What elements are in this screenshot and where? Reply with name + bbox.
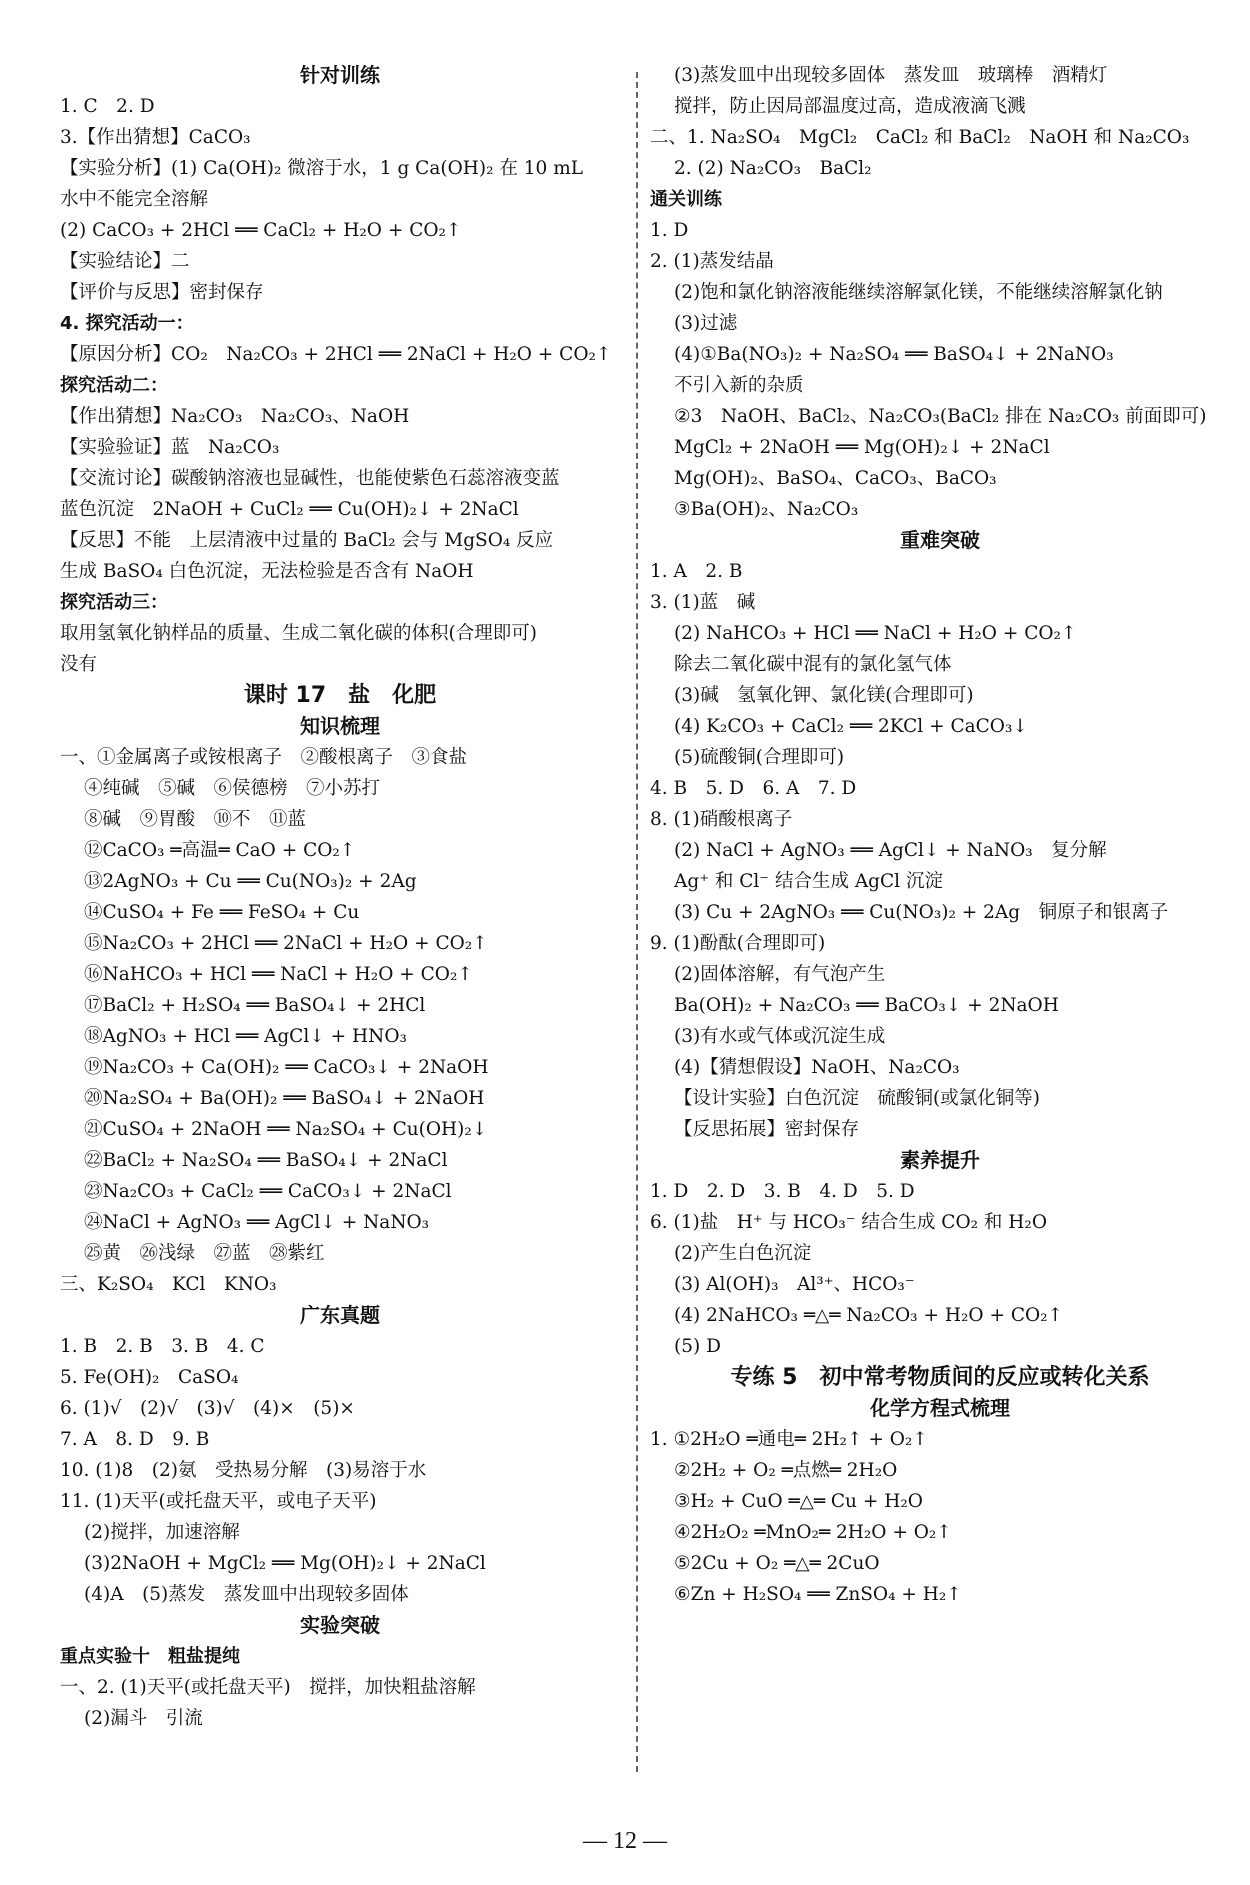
answer-line: ⑥Zn + H₂SO₄ ══ ZnSO₄ + H₂↑ xyxy=(674,1584,962,1605)
answer-line: (3)蒸发皿中出现较多固体 蒸发皿 玻璃棒 酒精灯 xyxy=(674,65,1108,86)
answer-line: (2) NaCl + AgNO₃ ══ AgCl↓ + NaNO₃ 复分解 xyxy=(674,840,1107,861)
answer-line: (3) Al(OH)₃ Al³⁺、HCO₃⁻ xyxy=(674,1274,915,1295)
answer-line: (2)搅拌，加速溶解 xyxy=(84,1522,240,1543)
answer-line: 6. (1)√ (2)√ (3)√ (4)× (5)× xyxy=(60,1398,355,1419)
answer-line: (4) K₂CO₃ + CaCl₂ ══ 2KCl + CaCO₃↓ xyxy=(674,716,1028,737)
answer-line: ⑭CuSO₄ + Fe ══ FeSO₄ + Cu xyxy=(84,902,360,923)
answer-line: ②2H₂ + O₂ ═点燃═ 2H₂O xyxy=(674,1460,898,1481)
answer-line: 1. B 2. B 3. B 4. C xyxy=(60,1336,265,1357)
answer-line: (2)固体溶解，有气泡产生 xyxy=(674,964,886,985)
answer-line: 【反思】不能 上层清液中过量的 BaCl₂ 会与 MgSO₄ 反应 xyxy=(60,530,554,551)
answer-line: 7. A 8. D 9. B xyxy=(60,1429,210,1450)
answer-line: (4)①Ba(NO₃)₂ + Na₂SO₄ ══ BaSO₄↓ + 2NaNO₃ xyxy=(674,344,1114,365)
answer-line: ㉓Na₂CO₃ + CaCl₂ ══ CaCO₃↓ + 2NaCl xyxy=(84,1181,452,1202)
answer-line: (2)产生白色沉淀 xyxy=(674,1243,812,1264)
answer-line: ㉑CuSO₄ + 2NaOH ══ Na₂SO₄ + Cu(OH)₂↓ xyxy=(84,1119,488,1140)
answer-line: ⑯NaHCO₃ + HCl ══ NaCl + H₂O + CO₂↑ xyxy=(84,964,473,985)
answer-line: 探究活动三： xyxy=(60,592,168,613)
answer-line: 【评价与反思】密封保存 xyxy=(60,282,264,303)
answer-line: 蓝色沉淀 2NaOH + CuCl₂ ══ Cu(OH)₂↓ + 2NaCl xyxy=(60,499,519,520)
answer-line: (3)碱 氢氧化钾、氯化镁(合理即可) xyxy=(674,685,974,706)
answer-line: ⑬2AgNO₃ + Cu ══ Cu(NO₃)₂ + 2Ag xyxy=(84,871,417,892)
answer-line: ⑳Na₂SO₄ + Ba(OH)₂ ══ BaSO₄↓ + 2NaOH xyxy=(84,1088,485,1109)
answer-line: (5) D xyxy=(674,1336,721,1357)
answer-line: 4. B 5. D 6. A 7. D xyxy=(650,778,857,799)
answer-line: Ag⁺ 和 Cl⁻ 结合生成 AgCl 沉淀 xyxy=(674,871,943,892)
answer-line: (3)过滤 xyxy=(674,313,738,334)
answer-line: ⑱AgNO₃ + HCl ══ AgCl↓ + HNO₃ xyxy=(84,1026,407,1047)
answer-line: 3. (1)蓝 碱 xyxy=(650,592,756,613)
answer-line: 【设计实验】白色沉淀 硫酸铜(或氯化铜等) xyxy=(674,1088,1040,1109)
answer-line: ②3 NaOH、BaCl₂、Na₂CO₃(BaCl₂ 排在 Na₂CO₃ 前面即可) xyxy=(674,406,1207,427)
answer-line: 1. D xyxy=(650,220,689,241)
answer-line: 5. Fe(OH)₂ CaSO₄ xyxy=(60,1367,239,1388)
answer-line: (3)有水或气体或沉淀生成 xyxy=(674,1026,886,1047)
answer-line: 9. (1)酚酞(合理即可) xyxy=(650,933,826,954)
answer-line: ③Ba(OH)₂、Na₂CO₃ xyxy=(674,499,859,520)
answer-line: 搅拌，防止因局部温度过高，造成液滴飞溅 xyxy=(674,96,1026,117)
answer-line: (2)饱和氯化钠溶液能继续溶解氯化镁，不能继续溶解氯化钠 xyxy=(674,282,1163,303)
answer-line: Mg(OH)₂、BaSO₄、CaCO₃、BaCO₃ xyxy=(674,468,997,489)
answer-line: (4)【猜想假设】NaOH、Na₂CO₃ xyxy=(674,1057,960,1078)
answer-line: ⑮Na₂CO₃ + 2HCl ══ 2NaCl + H₂O + CO₂↑ xyxy=(84,933,488,954)
answer-line: (3) Cu + 2AgNO₃ ══ Cu(NO₃)₂ + 2Ag 铜原子和银离子 xyxy=(674,902,1169,923)
section-heading: 素养提升 xyxy=(900,1148,980,1172)
answer-line: 2. (2) Na₂CO₃ BaCl₂ xyxy=(674,158,872,179)
answer-line: 【实验结论】二 xyxy=(60,251,190,272)
answer-line: 1. A 2. B xyxy=(650,561,743,582)
answer-line: (4) 2NaHCO₃ ═△═ Na₂CO₃ + H₂O + CO₂↑ xyxy=(674,1305,1064,1326)
answer-line: (2) CaCO₃ + 2HCl ══ CaCl₂ + H₂O + CO₂↑ xyxy=(60,220,462,241)
section-heading: 专练 5 初中常考物质间的反应或转化关系 xyxy=(730,1365,1150,1390)
answer-line: 生成 BaSO₄ 白色沉淀，无法检验是否含有 NaOH xyxy=(60,561,474,582)
answer-line: 11. (1)天平(或托盘天平，或电子天平) xyxy=(60,1491,377,1512)
answer-line: Ba(OH)₂ + Na₂CO₃ ══ BaCO₃↓ + 2NaOH xyxy=(674,995,1059,1016)
answer-line: (4)A (5)蒸发 蒸发皿中出现较多固体 xyxy=(84,1584,409,1605)
answer-line: 1. D 2. D 3. B 4. D 5. D xyxy=(650,1181,915,1202)
answer-line: 【实验验证】蓝 Na₂CO₃ xyxy=(60,437,280,458)
section-heading: 针对训练 xyxy=(300,63,380,87)
left-column xyxy=(60,60,620,1734)
answer-line: 3.【作出猜想】CaCO₃ xyxy=(60,127,251,148)
answer-line: ⑲Na₂CO₃ + Ca(OH)₂ ══ CaCO₃↓ + 2NaOH xyxy=(84,1057,489,1078)
section-heading: 重难突破 xyxy=(900,528,980,552)
answer-line: ⑰BaCl₂ + H₂SO₄ ══ BaSO₄↓ + 2HCl xyxy=(84,995,426,1016)
answer-line: ㉔NaCl + AgNO₃ ══ AgCl↓ + NaNO₃ xyxy=(84,1212,430,1233)
answer-line: 一、①金属离子或铵根离子 ②酸根离子 ③食盐 xyxy=(60,747,468,768)
answer-line: 没有 xyxy=(60,654,98,675)
answer-line: ㉕黄 ㉖浅绿 ㉗蓝 ㉘紫红 xyxy=(84,1243,325,1264)
answer-line: 【实验分析】(1) Ca(OH)₂ 微溶于水，1 g Ca(OH)₂ 在 10 mL xyxy=(60,158,584,179)
answer-line: ⑤2Cu + O₂ ═△═ 2CuO xyxy=(674,1553,880,1574)
answer-line: 【反思拓展】密封保存 xyxy=(674,1119,860,1140)
answer-line: ⑫CaCO₃ ═高温═ CaO + CO₂↑ xyxy=(84,840,356,861)
answer-line: ④2H₂O₂ ═MnO₂═ 2H₂O + O₂↑ xyxy=(674,1522,952,1543)
answer-line: 1. C 2. D xyxy=(60,96,155,117)
answer-line: 6. (1)盐 H⁺ 与 HCO₃⁻ 结合生成 CO₂ 和 H₂O xyxy=(650,1212,1048,1233)
answer-line: 2. (1)蒸发结晶 xyxy=(650,251,774,272)
answer-line: 10. (1)8 (2)氨 受热易分解 (3)易溶于水 xyxy=(60,1460,427,1481)
answer-line: (2) NaHCO₃ + HCl ══ NaCl + H₂O + CO₂↑ xyxy=(674,623,1077,644)
answer-line: 不引入新的杂质 xyxy=(674,375,804,396)
answer-line: (3)2NaOH + MgCl₂ ══ Mg(OH)₂↓ + 2NaCl xyxy=(84,1553,486,1574)
answer-line: 【原因分析】CO₂ Na₂CO₃ + 2HCl ══ 2NaCl + H₂O + CO₂↑ xyxy=(60,344,612,365)
answer-line: 4. 探究活动一： xyxy=(60,313,194,334)
answer-line: 【作出猜想】Na₂CO₃ Na₂CO₃、NaOH xyxy=(60,406,410,427)
answer-line: 重点实验十 粗盐提纯 xyxy=(60,1646,240,1667)
answer-line: ④纯碱 ⑤碱 ⑥侯德榜 ⑦小苏打 xyxy=(84,778,381,799)
answer-line: 取用氢氧化钠样品的质量、生成二氧化碳的体积(合理即可) xyxy=(60,623,537,644)
answer-line: MgCl₂ + 2NaOH ══ Mg(OH)₂↓ + 2NaCl xyxy=(674,437,1050,458)
answer-line: ㉒BaCl₂ + Na₂SO₄ ══ BaSO₄↓ + 2NaCl xyxy=(84,1150,448,1171)
answer-line: 三、K₂SO₄ KCl KNO₃ xyxy=(60,1274,277,1295)
section-heading: 知识梳理 xyxy=(300,714,380,738)
section-heading: 化学方程式梳理 xyxy=(870,1396,1010,1420)
column-divider xyxy=(636,72,638,1772)
answer-line: 8. (1)硝酸根离子 xyxy=(650,809,793,830)
answer-line: 除去二氧化碳中混有的氯化氢气体 xyxy=(674,654,952,675)
section-heading: 实验突破 xyxy=(300,1613,380,1637)
answer-line: 通关训练 xyxy=(650,189,722,210)
answer-line: (2)漏斗 引流 xyxy=(84,1708,203,1729)
page-number: — 12 — xyxy=(583,1828,667,1854)
answer-line: 水中不能完全溶解 xyxy=(60,189,209,210)
answer-line: ③H₂ + CuO ═△═ Cu + H₂O xyxy=(674,1491,923,1512)
answer-line: (5)硫酸铜(合理即可) xyxy=(674,747,845,768)
answer-line: 二、1. Na₂SO₄ MgCl₂ CaCl₂ 和 BaCl₂ NaOH 和 Na₂CO₃ xyxy=(650,127,1190,148)
answer-line: ⑧碱 ⑨胃酸 ⑩不 ⑪蓝 xyxy=(84,809,307,830)
answer-line: 【交流讨论】碳酸钠溶液也显碱性，也能使紫色石蕊溶液变蓝 xyxy=(60,468,560,489)
section-heading: 课时 17 盐 化肥 xyxy=(243,683,437,708)
answer-line: 一、2. (1)天平(或托盘天平) 搅拌，加快粗盐溶解 xyxy=(60,1677,476,1698)
answer-line: 探究活动二： xyxy=(60,375,168,396)
right-column xyxy=(650,60,1230,1610)
section-heading: 广东真题 xyxy=(300,1303,380,1327)
answer-line: 1. ①2H₂O ═通电═ 2H₂↑ + O₂↑ xyxy=(650,1429,928,1450)
